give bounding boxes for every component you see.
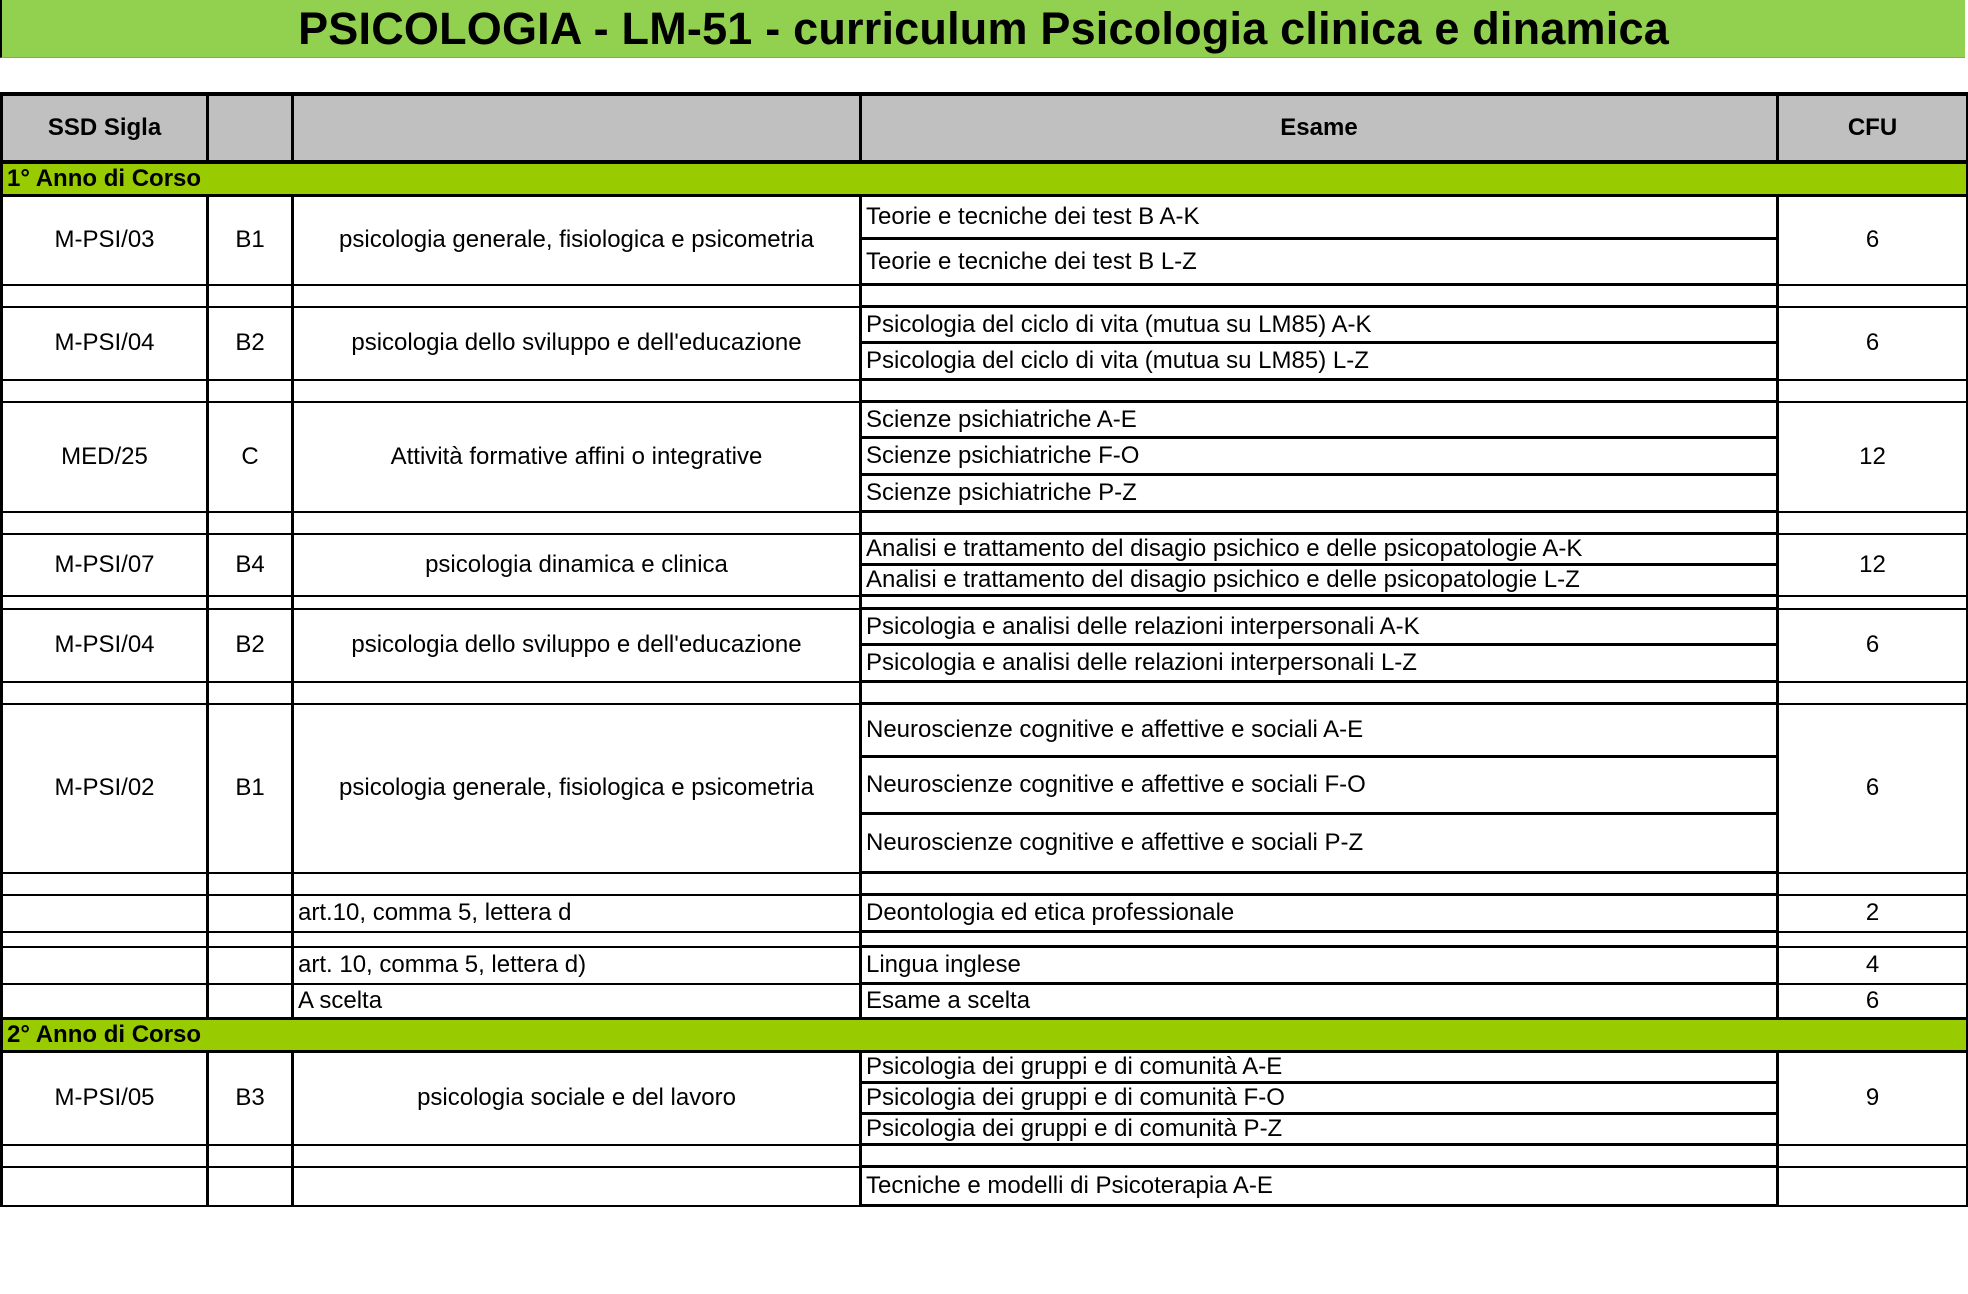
spacer-cell bbox=[861, 285, 1778, 307]
spacer-row bbox=[2, 682, 1968, 704]
table-row bbox=[2, 704, 1968, 757]
spacer-cell bbox=[1778, 512, 1968, 534]
spacer-cell bbox=[293, 873, 861, 895]
spacer-cell bbox=[208, 932, 293, 947]
spacer-cell bbox=[1778, 1145, 1968, 1167]
sigla-cell bbox=[208, 895, 293, 932]
table-row bbox=[2, 196, 1968, 239]
year-row bbox=[2, 1019, 1968, 1052]
sigla-cell: B3 bbox=[208, 1052, 293, 1145]
spacer-cell bbox=[2, 682, 208, 704]
esame-cell: Neuroscienze cognitive e affettive e sociali F-O bbox=[861, 757, 1778, 814]
header-col3 bbox=[293, 94, 861, 162]
spacer-cell bbox=[1778, 380, 1968, 402]
curriculum-table bbox=[0, 92, 1968, 1207]
esame-cell: Teorie e tecniche dei test B A-K bbox=[861, 196, 1778, 239]
table-row bbox=[2, 534, 1968, 565]
sigla-cell: B4 bbox=[208, 534, 293, 596]
esame-cell: Neuroscienze cognitive e affettive e sociali P-Z bbox=[861, 814, 1778, 873]
spacer-cell bbox=[293, 380, 861, 402]
ssd-cell bbox=[2, 984, 208, 1019]
spacer-cell bbox=[861, 873, 1778, 895]
esame-cell: Tecniche e modelli di Psicoterapia A-E bbox=[861, 1167, 1778, 1206]
esame-cell: Analisi e trattamento del disagio psichico e delle psicopatologie L-Z bbox=[861, 565, 1778, 596]
cfu-cell: 12 bbox=[1778, 534, 1968, 596]
sigla-cell bbox=[208, 984, 293, 1019]
sigla-cell: B1 bbox=[208, 196, 293, 285]
spacer-cell bbox=[208, 873, 293, 895]
spacer-cell bbox=[1778, 596, 1968, 609]
spacer-cell bbox=[208, 380, 293, 402]
esame-cell: Esame a scelta bbox=[861, 984, 1778, 1019]
spacer-cell bbox=[2, 1145, 208, 1167]
ssd-cell bbox=[2, 1167, 208, 1206]
cfu-cell: 4 bbox=[1778, 947, 1968, 984]
year-label: 2° Anno di Corso bbox=[2, 1019, 1968, 1052]
spacer-cell bbox=[1778, 932, 1968, 947]
ssd-cell bbox=[2, 947, 208, 984]
spacer-cell bbox=[208, 596, 293, 609]
ssd-cell: M-PSI/04 bbox=[2, 307, 208, 380]
spacer-cell bbox=[208, 285, 293, 307]
spacer-cell bbox=[1778, 873, 1968, 895]
table-row bbox=[2, 1167, 1968, 1206]
spacer-cell bbox=[2, 873, 208, 895]
cfu-cell: 6 bbox=[1778, 704, 1968, 873]
spacer-cell bbox=[861, 596, 1778, 609]
ssd-cell: M-PSI/07 bbox=[2, 534, 208, 596]
table-row bbox=[2, 402, 1968, 438]
spacer-cell bbox=[293, 1145, 861, 1167]
spacer-cell bbox=[293, 932, 861, 947]
esame-cell: Psicologia dei gruppi e di comunità F-O bbox=[861, 1083, 1778, 1114]
spacer-cell bbox=[861, 512, 1778, 534]
esame-cell: Psicologia del ciclo di vita (mutua su LM85) A-K bbox=[861, 307, 1778, 343]
ssd-cell bbox=[2, 895, 208, 932]
year-label: 1° Anno di Corso bbox=[2, 162, 1968, 196]
sigla-cell: C bbox=[208, 402, 293, 512]
sigla-cell: B1 bbox=[208, 704, 293, 873]
cfu-cell: 12 bbox=[1778, 402, 1968, 512]
spacer-cell bbox=[208, 682, 293, 704]
esame-cell: Psicologia e analisi delle relazioni interpersonali L-Z bbox=[861, 645, 1778, 682]
esame-cell: Psicologia del ciclo di vita (mutua su LM85) L-Z bbox=[861, 343, 1778, 380]
table-row bbox=[2, 307, 1968, 343]
esame-cell: Analisi e trattamento del disagio psichico e delle psicopatologie A-K bbox=[861, 534, 1778, 565]
ambito-cell: art.10, comma 5, lettera d bbox=[293, 895, 861, 932]
spacer-cell bbox=[2, 932, 208, 947]
spacer-row bbox=[2, 1145, 1968, 1167]
ambito-cell: psicologia sociale e del lavoro bbox=[293, 1052, 861, 1145]
spacer-cell bbox=[1778, 285, 1968, 307]
esame-cell: Psicologia dei gruppi e di comunità A-E bbox=[861, 1052, 1778, 1083]
spacer-row bbox=[2, 512, 1968, 534]
spacer-cell bbox=[2, 380, 208, 402]
spacer-cell bbox=[861, 932, 1778, 947]
ambito-cell: psicologia generale, fisiologica e psicometria bbox=[293, 196, 861, 285]
cfu-cell bbox=[1778, 1167, 1968, 1206]
sigla-cell: B2 bbox=[208, 307, 293, 380]
curriculum-sheet bbox=[0, 92, 1968, 1294]
ssd-cell: M-PSI/02 bbox=[2, 704, 208, 873]
spacer-cell bbox=[1778, 682, 1968, 704]
table-row bbox=[2, 984, 1968, 1019]
header-col2 bbox=[208, 94, 293, 162]
spacer-cell bbox=[2, 596, 208, 609]
cfu-cell: 6 bbox=[1778, 609, 1968, 682]
sigla-cell bbox=[208, 947, 293, 984]
spacer-cell bbox=[861, 682, 1778, 704]
esame-cell: Psicologia dei gruppi e di comunità P-Z bbox=[861, 1114, 1778, 1145]
ssd-cell: M-PSI/05 bbox=[2, 1052, 208, 1145]
cfu-cell: 6 bbox=[1778, 984, 1968, 1019]
spacer-cell bbox=[2, 512, 208, 534]
ambito-cell bbox=[293, 1167, 861, 1206]
cfu-cell: 6 bbox=[1778, 307, 1968, 380]
spacer-cell bbox=[293, 596, 861, 609]
spacer-cell bbox=[861, 1145, 1778, 1167]
spacer-cell bbox=[208, 512, 293, 534]
page-title: PSICOLOGIA - LM-51 - curriculum Psicologia clinica e dinamica bbox=[298, 2, 1669, 54]
spacer-cell bbox=[293, 682, 861, 704]
spacer-cell bbox=[208, 1145, 293, 1167]
spacer-row bbox=[2, 873, 1968, 895]
esame-cell: Scienze psichiatriche P-Z bbox=[861, 475, 1778, 512]
esame-cell: Scienze psichiatriche A-E bbox=[861, 402, 1778, 438]
year-row bbox=[2, 162, 1968, 196]
esame-cell: Scienze psichiatriche F-O bbox=[861, 438, 1778, 475]
esame-cell: Teorie e tecniche dei test B L-Z bbox=[861, 239, 1778, 285]
sigla-cell: B2 bbox=[208, 609, 293, 682]
cfu-cell: 6 bbox=[1778, 196, 1968, 285]
esame-cell: Psicologia e analisi delle relazioni interpersonali A-K bbox=[861, 609, 1778, 645]
header-esame: Esame bbox=[861, 94, 1778, 162]
table-row bbox=[2, 895, 1968, 932]
ambito-cell: A scelta bbox=[293, 984, 861, 1019]
spacer-cell bbox=[861, 380, 1778, 402]
ambito-cell: psicologia dinamica e clinica bbox=[293, 534, 861, 596]
cfu-cell: 9 bbox=[1778, 1052, 1968, 1145]
sigla-cell bbox=[208, 1167, 293, 1206]
table-row bbox=[2, 1052, 1968, 1083]
ambito-cell: art. 10, comma 5, lettera d) bbox=[293, 947, 861, 984]
header-ssd-sigla: SSD Sigla bbox=[2, 94, 208, 162]
ambito-cell: psicologia dello sviluppo e dell'educazione bbox=[293, 307, 861, 380]
ssd-cell: MED/25 bbox=[2, 402, 208, 512]
spacer-row bbox=[2, 596, 1968, 609]
spacer-cell bbox=[293, 285, 861, 307]
esame-cell: Neuroscienze cognitive e affettive e sociali A-E bbox=[861, 704, 1778, 757]
spacer-row bbox=[2, 380, 1968, 402]
header-cfu: CFU bbox=[1778, 94, 1968, 162]
esame-cell: Deontologia ed etica professionale bbox=[861, 895, 1778, 932]
table-row bbox=[2, 609, 1968, 645]
ambito-cell: psicologia dello sviluppo e dell'educazione bbox=[293, 609, 861, 682]
cfu-cell: 2 bbox=[1778, 895, 1968, 932]
ssd-cell: M-PSI/04 bbox=[2, 609, 208, 682]
esame-cell: Lingua inglese bbox=[861, 947, 1778, 984]
table-row bbox=[2, 947, 1968, 984]
spacer-cell bbox=[293, 512, 861, 534]
title-banner bbox=[0, 0, 1965, 58]
spacer-row bbox=[2, 285, 1968, 307]
header-row bbox=[2, 94, 1968, 162]
ssd-cell: M-PSI/03 bbox=[2, 196, 208, 285]
ambito-cell: Attività formative affini o integrative bbox=[293, 402, 861, 512]
ambito-cell: psicologia generale, fisiologica e psicometria bbox=[293, 704, 861, 873]
table-body bbox=[2, 94, 1968, 1206]
spacer-row bbox=[2, 932, 1968, 947]
spacer-cell bbox=[2, 285, 208, 307]
